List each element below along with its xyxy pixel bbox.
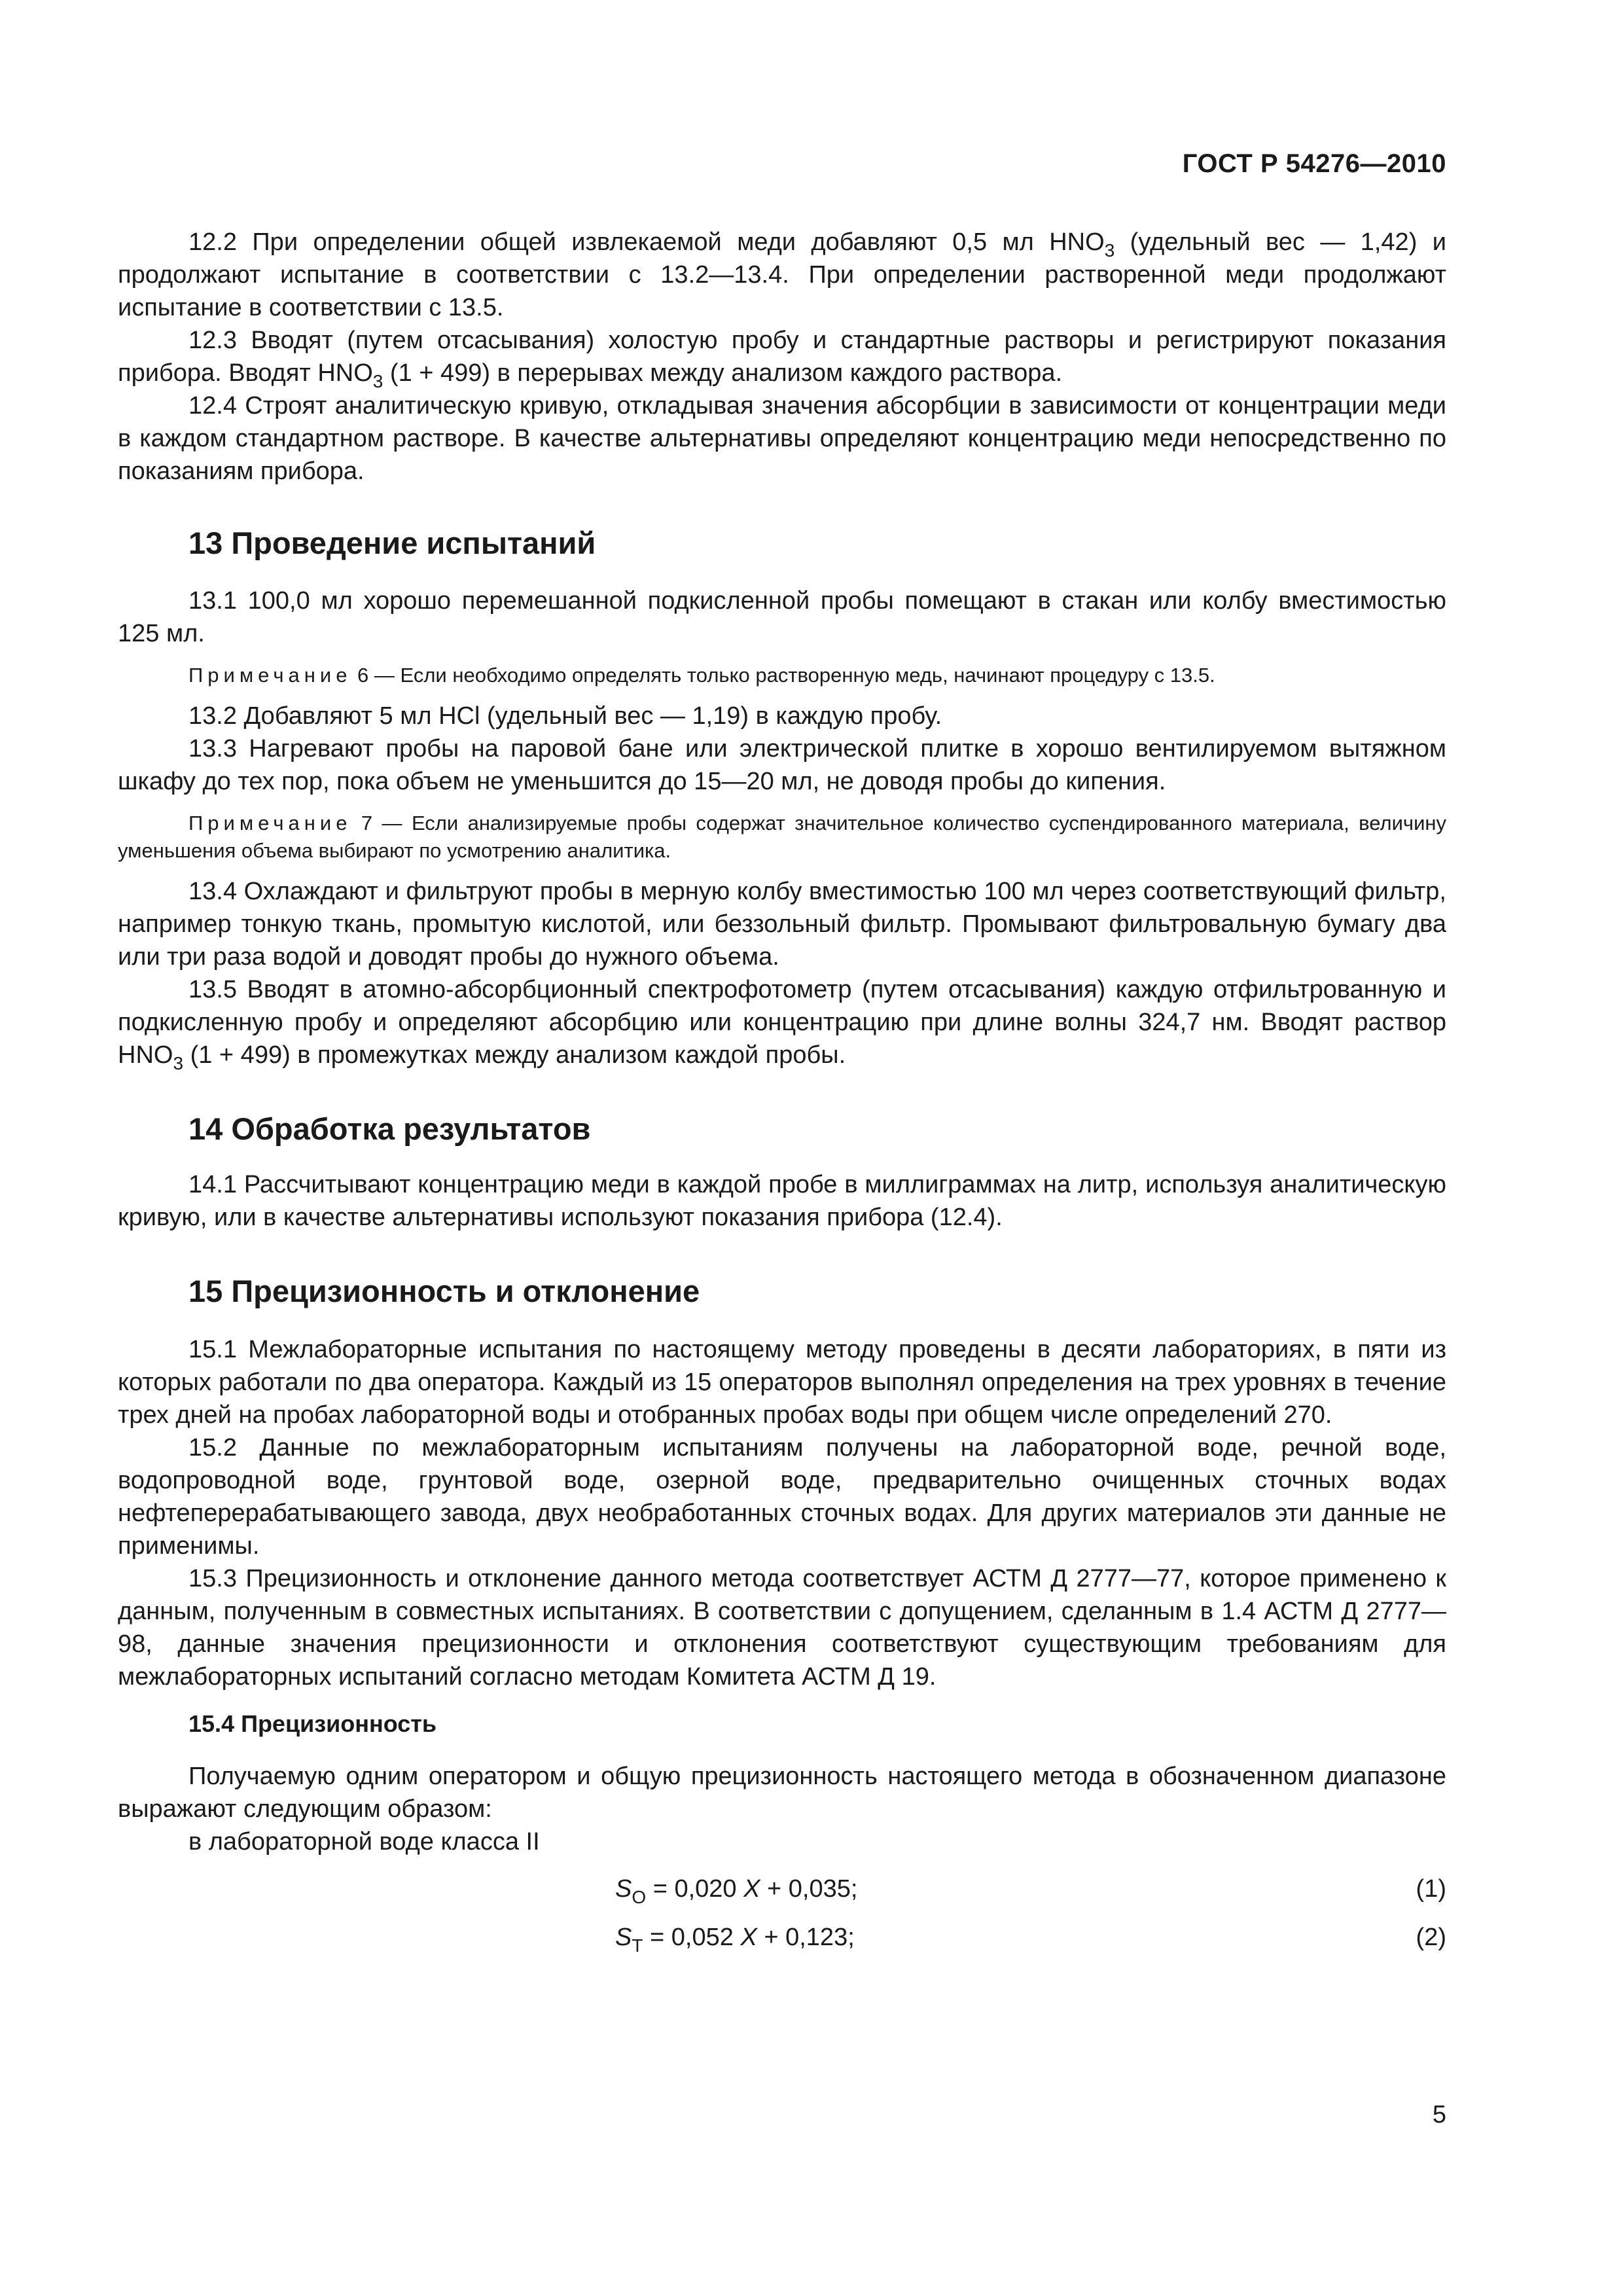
equation-number: (2) xyxy=(1416,1924,1446,1951)
eq-constant: + 0,123; xyxy=(757,1924,855,1951)
text-span: (удельный вес — 1,42) и продолжают испытание в соответствии с 13.2—13.4. При определении растворенной меди продолжают испытание в соответствии с 13.5. xyxy=(118,228,1446,321)
note-prefix: Примечание xyxy=(188,812,352,834)
paragraph-13-3: 13.3 Нагревают пробы на паровой бане или электрической плитке в хорошо вентилируемом вытяжном шкафу до тех пор, пока объем не уменьшится до 15—20 мл, не доводя пробы до кипения. xyxy=(118,735,1446,795)
eq-variable: S xyxy=(615,1924,632,1951)
eq-constant: + 0,035; xyxy=(760,1875,858,1903)
paragraph-13-2: 13.2 Добавляют 5 мл HCl (удельный вес — 1,19) в каждую пробу. xyxy=(188,702,942,730)
paragraph-12-3 xyxy=(118,324,1446,389)
document-body xyxy=(118,226,1446,1962)
page-number: 5 xyxy=(1432,2101,1446,2128)
eq-subscript: T xyxy=(632,1935,643,1956)
document-header: ГОСТ Р 54276—2010 xyxy=(1182,149,1446,178)
note-prefix: Примечание xyxy=(188,664,352,687)
subscript: 3 xyxy=(372,371,383,391)
equation-1 xyxy=(118,1865,1446,1913)
eq-variable-x: X xyxy=(743,1875,760,1903)
paragraph-12-4: 12.4 Строят аналитическую кривую, откладывая значения абсорбции в зависимости от концентрации меди в каждом стандартном растворе. В качестве альтернативы определяют концентрацию меди непосредственно по показаниям прибора. xyxy=(118,392,1446,485)
paragraph-lab-water: в лабораторной воде класса II xyxy=(188,1828,540,1856)
paragraph-15-3: 15.3 Прецизионность и отклонение данного метода соответствует АСТМ Д 2777—77, которое применено к данным, полученным в совместных испытаниях. В соответствии с допущением, сделанным в 1.4 АСТМ Д 2777—98, данные значения прецизионности и отклонения соответствуют существующим требованиям для межлабораторных испытаний согласно методам Комитета АСТМ Д 19. xyxy=(118,1565,1446,1691)
section-heading-13: 13 Проведение испытаний xyxy=(188,526,596,560)
equation-expression xyxy=(615,1865,857,1913)
paragraph-13-5 xyxy=(118,973,1446,1071)
paragraph-15-4: Получаемую одним оператором и общую прецизионность настоящего метода в обозначенном диапазоне выражают следующим образом: xyxy=(118,1763,1446,1823)
equation-2 xyxy=(118,1913,1446,1962)
subsection-heading-15-4: 15.4 Прецизионность xyxy=(188,1710,437,1737)
note-text: 6 — Если необходимо определять только растворенную медь, начинают процедуру с 13.5. xyxy=(351,664,1215,687)
paragraph-12-2 xyxy=(118,226,1446,324)
paragraph-15-1: 15.1 Межлабораторные испытания по настоящему методу проведены в десяти лабораториях, в пяти из которых работали по два оператора. Каждый из 15 операторов выполнял определения на трех уровнях в течение трех дней на пробах лабораторной воды и отобранных пробах воды при общем числе определений 270. xyxy=(118,1336,1446,1429)
document-page xyxy=(118,0,1446,2296)
equation-number: (1) xyxy=(1416,1875,1446,1903)
paragraph-13-1: 13.1 100,0 мл хорошо перемешанной подкисленной пробы помещают в стакан или колбу вместимостью 125 мл. xyxy=(118,587,1446,647)
eq-coefficient: = 0,052 xyxy=(643,1924,741,1951)
section-heading-15: 15 Прецизионность и отклонение xyxy=(188,1274,700,1308)
text-span: 12.3 Вводят (путем отсасывания) холостую пробу и стандартные растворы и регистрируют показания прибора. Вводят HNO xyxy=(118,327,1446,387)
subscript: 3 xyxy=(1104,240,1115,260)
text-span: (1 + 499) в промежутках между анализом каждой пробы. xyxy=(183,1041,846,1069)
paragraph-15-2: 15.2 Данные по межлабораторным испытаниям получены на лабораторной воде, речной воде, водопроводной воде, грунтовой воде, озерной воде, предварительно очищенных сточных водах нефтеперерабатывающего завода, двух необработанных сточных водах. Для других материалов эти данные не применимы. xyxy=(118,1434,1446,1560)
section-heading-14: 14 Обработка результатов xyxy=(188,1111,591,1146)
paragraph-13-4: 13.4 Охлаждают и фильтруют пробы в мерную колбу вместимостью 100 мл через соответствующий фильтр, например тонкую ткань, промытую кислотой, или беззольный фильтр. Промывают фильтровальную бумагу два или три раза водой и доводят пробы до нужного объема. xyxy=(118,878,1446,971)
note-7 xyxy=(118,810,1446,865)
paragraph-14-1: 14.1 Рассчитывают концентрацию меди в каждой пробе в миллиграммах на литр, используя аналитическую кривую, или в качестве альтернативы используют показания прибора (12.4). xyxy=(118,1171,1446,1231)
text-span: 13.5 Вводят в атомно-абсорбционный спектрофотометр (путем отсасывания) каждую отфильтрованную и подкисленную пробу и определяют абсорбцию или концентрацию при длине волны 324,7 нм. Вводят раствор HNO xyxy=(118,976,1446,1069)
eq-coefficient: = 0,020 xyxy=(646,1875,744,1903)
text-span: 12.2 При определении общей извлекаемой меди добавляют 0,5 мл HNO xyxy=(188,228,1105,256)
subscript: 3 xyxy=(173,1053,184,1073)
text-span: (1 + 499) в перерывах между анализом каждого раствора. xyxy=(383,359,1063,387)
equation-expression xyxy=(615,1913,855,1962)
eq-variable-x: X xyxy=(740,1924,757,1951)
note-6 xyxy=(118,662,1446,689)
eq-subscript: O xyxy=(632,1887,647,1907)
eq-variable: S xyxy=(615,1875,632,1903)
note-text: 7 — Если анализируемые пробы содержат значительное количество суспендированного материала, величину уменьшения объема выбирают по усмотрению аналитика. xyxy=(118,812,1446,862)
